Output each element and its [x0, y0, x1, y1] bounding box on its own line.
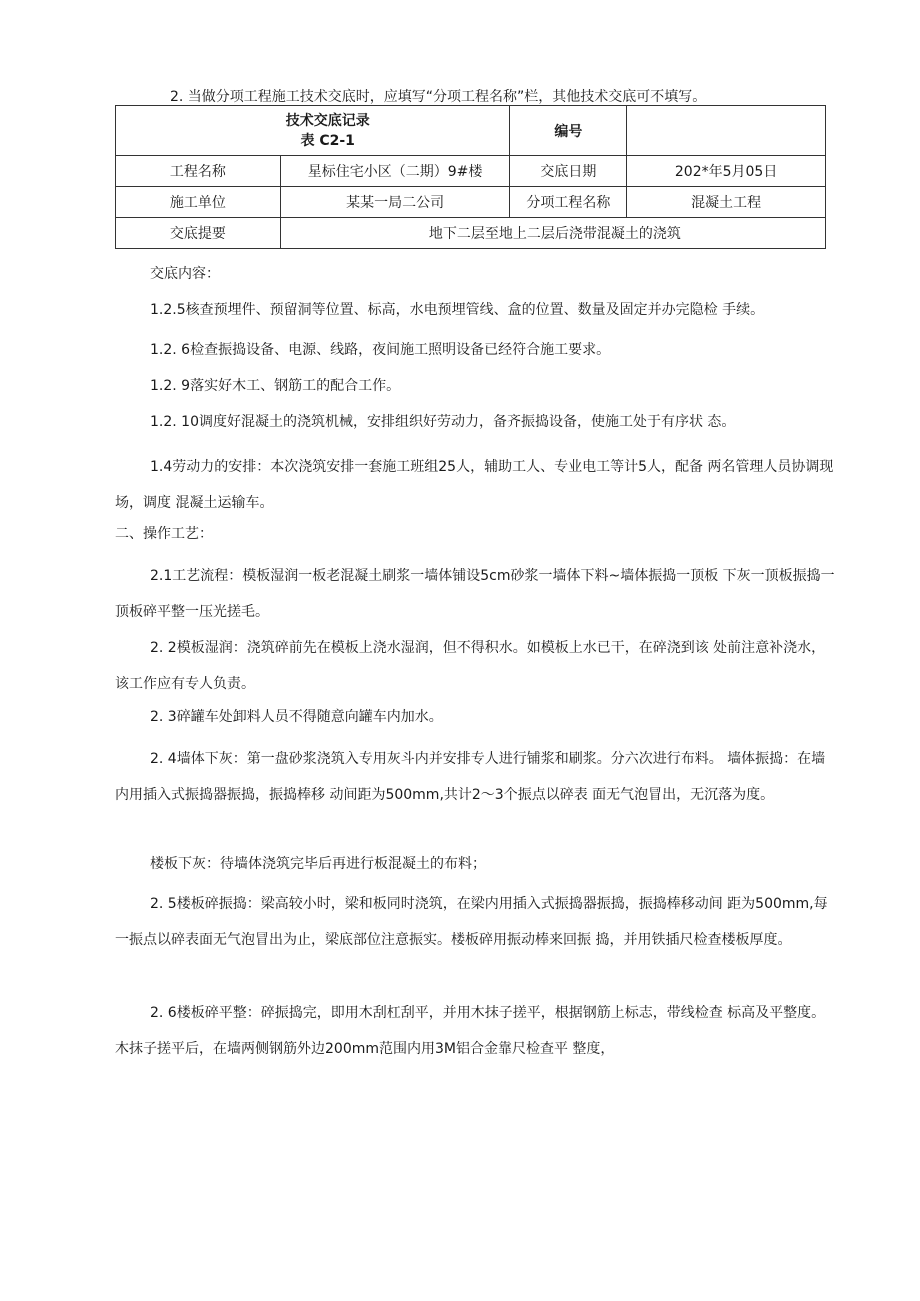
record-title: 技术交底记录 [285, 112, 370, 129]
item-1-4 [115, 449, 835, 521]
summary-label: 交底提要 [116, 218, 281, 249]
record-title-cell [116, 106, 510, 156]
item-2-3 [115, 705, 835, 729]
paragraph: 2. 6楼板碎平整：碎振捣完，即用木刮杠刮平，并用木抹子搓平，根据钢筋上标志，带线检查 标高及平整度。木抹子搓平后，在墙两侧钢筋外边200mm范围内用3M铝合金靠尺检查平 整度， [115, 1005, 826, 1057]
paragraph: 1.2.5核查预埋件、预留洞等位置、标高，水电预埋管线、盒的位置、数量及固定并办完隐检 手续。 [150, 302, 765, 318]
construction-unit-value: 某某一局二公司 [280, 187, 510, 218]
subproject-name-value: 混凝土工程 [627, 187, 826, 218]
item-1-2-10 [115, 410, 835, 434]
section-2-title [115, 522, 835, 546]
fill-instruction-note: 2. 当做分项工程施工技术交底时，应填写“分项工程名称”栏，其他技术交底可不填写。 [170, 89, 707, 105]
subproject-name-label: 分项工程名称 [510, 187, 627, 218]
section-heading: 二、操作工艺： [115, 526, 213, 542]
item-2-4 [115, 741, 835, 813]
disclosure-date-label: 交底日期 [510, 156, 627, 187]
content-title: 交底内容： [150, 266, 220, 282]
number-label: 编号 [510, 106, 627, 156]
paragraph: 2. 2模板湿润：浇筑碎前先在模板上浇水湿润，但不得积水。如模板上水已干，在碎浇到该 处前注意补浇水，该工作应有专人负责。 [115, 640, 826, 692]
paragraph: 1.2. 6检查振捣设备、电源、线路，夜间施工照明设备已经符合施工要求。 [150, 342, 611, 358]
paragraph: 1.2. 9落实好木工、钢筋工的配合工作。 [150, 378, 401, 394]
paragraph: 1.2. 10调度好混凝土的浇筑机械，安排组织好劳动力，备齐振捣设备，使施工处于有序状 态。 [150, 414, 736, 430]
item-1-2-9 [115, 374, 835, 398]
paragraph: 2.1工艺流程：模板湿润一板老混凝土刷浆一墙体铺设5cm砂浆一墙体下料~墙体振捣一顶板 下灰一顶板振捣一顶板碎平整一压光搓毛。 [115, 568, 835, 620]
construction-unit-label: 施工单位 [116, 187, 281, 218]
paragraph: 2. 5楼板碎振捣：梁高较小时，梁和板同时浇筑，在梁内用插入式振捣器振捣，振捣棒移动间 距为500mm,每一振点以碎表面无气泡冒出为止，梁底部位注意振实。楼板碎用振动棒来回振 捣，并用铁插尺检查楼板厚度。 [115, 896, 828, 948]
form-code: 表 C2-1 [300, 132, 355, 149]
paragraph: 2. 4墙体下灰：第一盘砂浆浇筑入专用灰斗内并安排专人进行铺浆和刷浆。分六次进行布料。 墙体振捣：在墙内用插入式振捣器振捣，振捣棒移 动间距为500mm,共计2～3个振点以碎表 面无气泡冒出，无沉落为度。 [115, 751, 826, 803]
item-1-2-6 [115, 338, 835, 362]
disclosure-date-value: 202*年5月05日 [627, 156, 826, 187]
item-2-1 [115, 558, 835, 630]
item-2-2 [115, 630, 835, 702]
paragraph: 1.4劳动力的安排：本次浇筑安排一套施工班组25人，辅助工人、专业电工等计5人，配备 两名管理人员协调现场，调度 混凝土运输车。 [115, 459, 834, 511]
project-name-value: 星标住宅小区（二期）9#楼 [280, 156, 510, 187]
item-1-2-5 [115, 298, 835, 322]
item-2-5 [115, 886, 835, 958]
item-2-6 [115, 995, 835, 1067]
project-name-label: 工程名称 [116, 156, 281, 187]
number-value [627, 106, 826, 156]
summary-value: 地下二层至地上二层后浇带混凝土的浇筑 [280, 218, 825, 249]
paragraph: 2. 3碎罐车处卸料人员不得随意向罐车内加水。 [150, 709, 443, 725]
floor-slab-pouring [115, 852, 835, 876]
disclosure-record-table [115, 105, 826, 249]
paragraph: 楼板下灰：待墙体浇筑完毕后再进行板混凝土的布料； [150, 856, 486, 872]
content-section-1 [115, 262, 835, 286]
